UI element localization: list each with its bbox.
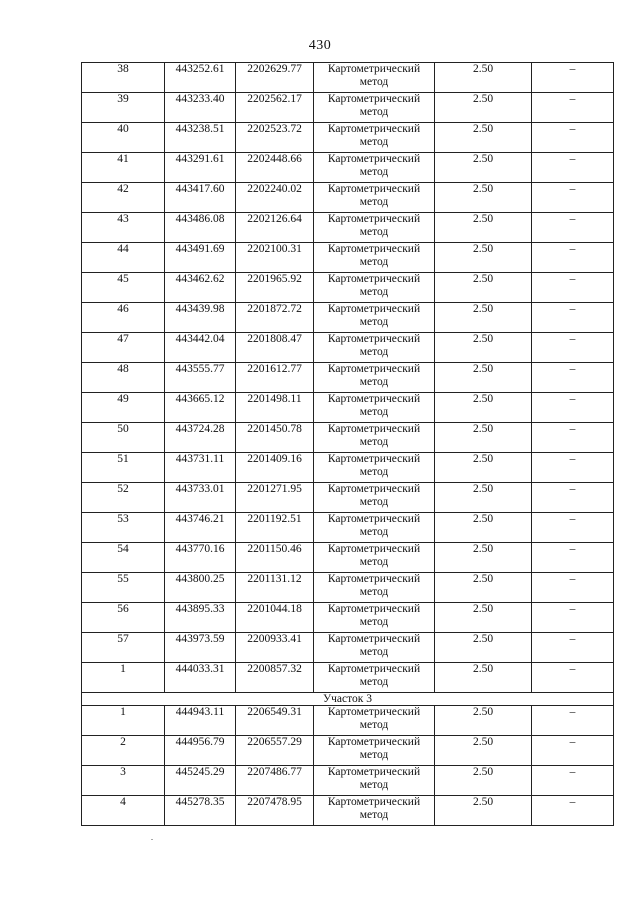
y-coordinate-cell: 2202448.66: [236, 153, 314, 183]
method-cell: Картометрический метод: [314, 243, 435, 273]
point-number-cell: 41: [82, 153, 165, 183]
point-number-cell: 4: [82, 796, 165, 826]
point-number-cell: 54: [82, 543, 165, 573]
table-row: [82, 766, 614, 796]
point-number-cell: 46: [82, 303, 165, 333]
note-cell: –: [532, 736, 614, 766]
point-number-cell: 42: [82, 183, 165, 213]
method-cell: Картометрический метод: [314, 663, 435, 693]
note-cell: –: [532, 93, 614, 123]
point-number-cell: 45: [82, 273, 165, 303]
method-cell: Картометрический метод: [314, 513, 435, 543]
table-row: [82, 183, 614, 213]
method-cell: Картометрический метод: [314, 213, 435, 243]
method-cell: Картометрический метод: [314, 183, 435, 213]
note-cell: –: [532, 183, 614, 213]
y-coordinate-cell: 2201872.72: [236, 303, 314, 333]
method-cell: Картометрический метод: [314, 573, 435, 603]
x-coordinate-cell: 443665.12: [165, 393, 236, 423]
x-coordinate-cell: 443417.60: [165, 183, 236, 213]
x-coordinate-cell: 443462.62: [165, 273, 236, 303]
y-coordinate-cell: 2202126.64: [236, 213, 314, 243]
y-coordinate-cell: 2201808.47: [236, 333, 314, 363]
point-number-cell: 57: [82, 633, 165, 663]
note-cell: –: [532, 796, 614, 826]
table-row: [82, 663, 614, 693]
y-coordinate-cell: 2202523.72: [236, 123, 314, 153]
point-number-cell: 55: [82, 573, 165, 603]
accuracy-cell: 2.50: [435, 483, 532, 513]
accuracy-cell: 2.50: [435, 766, 532, 796]
table-row: [82, 796, 614, 826]
table-row: [82, 736, 614, 766]
x-coordinate-cell: 444956.79: [165, 736, 236, 766]
y-coordinate-cell: 2201612.77: [236, 363, 314, 393]
table-row: [82, 63, 614, 93]
note-cell: –: [532, 153, 614, 183]
note-cell: –: [532, 243, 614, 273]
table-row: [82, 243, 614, 273]
y-coordinate-cell: 2202629.77: [236, 63, 314, 93]
y-coordinate-cell: 2202100.31: [236, 243, 314, 273]
accuracy-cell: 2.50: [435, 393, 532, 423]
x-coordinate-cell: 443439.98: [165, 303, 236, 333]
accuracy-cell: 2.50: [435, 423, 532, 453]
table-row: [82, 303, 614, 333]
y-coordinate-cell: 2200933.41: [236, 633, 314, 663]
point-number-cell: 50: [82, 423, 165, 453]
section-header-group: [82, 693, 614, 706]
note-cell: –: [532, 303, 614, 333]
table-row: [82, 123, 614, 153]
method-cell: Картометрический метод: [314, 333, 435, 363]
point-number-cell: 53: [82, 513, 165, 543]
accuracy-cell: 2.50: [435, 93, 532, 123]
note-cell: –: [532, 123, 614, 153]
accuracy-cell: 2.50: [435, 363, 532, 393]
x-coordinate-cell: 443291.61: [165, 153, 236, 183]
method-cell: Картометрический метод: [314, 393, 435, 423]
point-number-cell: 1: [82, 706, 165, 736]
point-number-cell: 48: [82, 363, 165, 393]
method-cell: Картометрический метод: [314, 543, 435, 573]
note-cell: –: [532, 663, 614, 693]
accuracy-cell: 2.50: [435, 603, 532, 633]
accuracy-cell: 2.50: [435, 153, 532, 183]
note-cell: –: [532, 766, 614, 796]
x-coordinate-cell: 444943.11: [165, 706, 236, 736]
table-row: [82, 483, 614, 513]
x-coordinate-cell: 443973.59: [165, 633, 236, 663]
accuracy-cell: 2.50: [435, 273, 532, 303]
accuracy-cell: 2.50: [435, 796, 532, 826]
point-number-cell: 2: [82, 736, 165, 766]
method-cell: Картометрический метод: [314, 766, 435, 796]
note-cell: –: [532, 273, 614, 303]
table-row: [82, 603, 614, 633]
x-coordinate-cell: 443724.28: [165, 423, 236, 453]
x-coordinate-cell: 443733.01: [165, 483, 236, 513]
accuracy-cell: 2.50: [435, 633, 532, 663]
table-row: [82, 213, 614, 243]
section-title: Участок 3: [82, 693, 614, 706]
coordinates-table: [81, 62, 614, 826]
accuracy-cell: 2.50: [435, 63, 532, 93]
note-cell: –: [532, 63, 614, 93]
y-coordinate-cell: 2201131.12: [236, 573, 314, 603]
x-coordinate-cell: 443252.61: [165, 63, 236, 93]
point-number-cell: 52: [82, 483, 165, 513]
method-cell: Картометрический метод: [314, 796, 435, 826]
section-header-row: [82, 693, 614, 706]
method-cell: Картометрический метод: [314, 303, 435, 333]
table-row: [82, 543, 614, 573]
method-cell: Картометрический метод: [314, 63, 435, 93]
x-coordinate-cell: 445278.35: [165, 796, 236, 826]
table-row: [82, 423, 614, 453]
method-cell: Картометрический метод: [314, 363, 435, 393]
table-row: [82, 573, 614, 603]
point-number-cell: 44: [82, 243, 165, 273]
method-cell: Картометрический метод: [314, 273, 435, 303]
accuracy-cell: 2.50: [435, 706, 532, 736]
table-row: [82, 273, 614, 303]
x-coordinate-cell: 443895.33: [165, 603, 236, 633]
x-coordinate-cell: 445245.29: [165, 766, 236, 796]
note-cell: –: [532, 393, 614, 423]
note-cell: –: [532, 603, 614, 633]
x-coordinate-cell: 443731.11: [165, 453, 236, 483]
table-row: [82, 363, 614, 393]
table-row: [82, 393, 614, 423]
y-coordinate-cell: 2206557.29: [236, 736, 314, 766]
accuracy-cell: 2.50: [435, 543, 532, 573]
accuracy-cell: 2.50: [435, 183, 532, 213]
y-coordinate-cell: 2201450.78: [236, 423, 314, 453]
note-cell: –: [532, 453, 614, 483]
y-coordinate-cell: 2201044.18: [236, 603, 314, 633]
table-row: [82, 153, 614, 183]
note-cell: –: [532, 423, 614, 453]
method-cell: Картометрический метод: [314, 93, 435, 123]
method-cell: Картометрический метод: [314, 633, 435, 663]
y-coordinate-cell: 2201192.51: [236, 513, 314, 543]
y-coordinate-cell: 2201498.11: [236, 393, 314, 423]
x-coordinate-cell: 443486.08: [165, 213, 236, 243]
y-coordinate-cell: 2200857.32: [236, 663, 314, 693]
x-coordinate-cell: 443770.16: [165, 543, 236, 573]
point-number-cell: 38: [82, 63, 165, 93]
y-coordinate-cell: 2207478.95: [236, 796, 314, 826]
x-coordinate-cell: 443491.69: [165, 243, 236, 273]
point-number-cell: 47: [82, 333, 165, 363]
x-coordinate-cell: 443800.25: [165, 573, 236, 603]
y-coordinate-cell: 2201150.46: [236, 543, 314, 573]
accuracy-cell: 2.50: [435, 333, 532, 363]
method-cell: Картометрический метод: [314, 123, 435, 153]
method-cell: Картометрический метод: [314, 423, 435, 453]
method-cell: Картометрический метод: [314, 736, 435, 766]
footer-mark: .: [151, 833, 153, 842]
page-number: 430: [308, 38, 332, 53]
accuracy-cell: 2.50: [435, 513, 532, 543]
table-row: [82, 633, 614, 663]
point-number-cell: 40: [82, 123, 165, 153]
note-cell: –: [532, 363, 614, 393]
point-number-cell: 1: [82, 663, 165, 693]
note-cell: –: [532, 513, 614, 543]
table-row: [82, 706, 614, 736]
accuracy-cell: 2.50: [435, 573, 532, 603]
rows-after-section: [82, 706, 614, 826]
accuracy-cell: 2.50: [435, 453, 532, 483]
rows-before-section: [82, 63, 614, 693]
note-cell: –: [532, 633, 614, 663]
y-coordinate-cell: 2201965.92: [236, 273, 314, 303]
point-number-cell: 56: [82, 603, 165, 633]
method-cell: Картометрический метод: [314, 453, 435, 483]
note-cell: –: [532, 706, 614, 736]
note-cell: –: [532, 543, 614, 573]
table-row: [82, 333, 614, 363]
accuracy-cell: 2.50: [435, 736, 532, 766]
x-coordinate-cell: 444033.31: [165, 663, 236, 693]
y-coordinate-cell: 2201271.95: [236, 483, 314, 513]
method-cell: Картометрический метод: [314, 603, 435, 633]
accuracy-cell: 2.50: [435, 303, 532, 333]
x-coordinate-cell: 443233.40: [165, 93, 236, 123]
x-coordinate-cell: 443555.77: [165, 363, 236, 393]
method-cell: Картометрический метод: [314, 483, 435, 513]
accuracy-cell: 2.50: [435, 123, 532, 153]
note-cell: –: [532, 483, 614, 513]
accuracy-cell: 2.50: [435, 243, 532, 273]
method-cell: Картометрический метод: [314, 153, 435, 183]
note-cell: –: [532, 213, 614, 243]
method-cell: Картометрический метод: [314, 706, 435, 736]
x-coordinate-cell: 443442.04: [165, 333, 236, 363]
y-coordinate-cell: 2202562.17: [236, 93, 314, 123]
y-coordinate-cell: 2201409.16: [236, 453, 314, 483]
x-coordinate-cell: 443238.51: [165, 123, 236, 153]
point-number-cell: 51: [82, 453, 165, 483]
x-coordinate-cell: 443746.21: [165, 513, 236, 543]
y-coordinate-cell: 2202240.02: [236, 183, 314, 213]
point-number-cell: 43: [82, 213, 165, 243]
note-cell: –: [532, 573, 614, 603]
note-cell: –: [532, 333, 614, 363]
accuracy-cell: 2.50: [435, 213, 532, 243]
accuracy-cell: 2.50: [435, 663, 532, 693]
y-coordinate-cell: 2207486.77: [236, 766, 314, 796]
point-number-cell: 3: [82, 766, 165, 796]
point-number-cell: 49: [82, 393, 165, 423]
y-coordinate-cell: 2206549.31: [236, 706, 314, 736]
table-row: [82, 93, 614, 123]
table-row: [82, 453, 614, 483]
table-row: [82, 513, 614, 543]
point-number-cell: 39: [82, 93, 165, 123]
